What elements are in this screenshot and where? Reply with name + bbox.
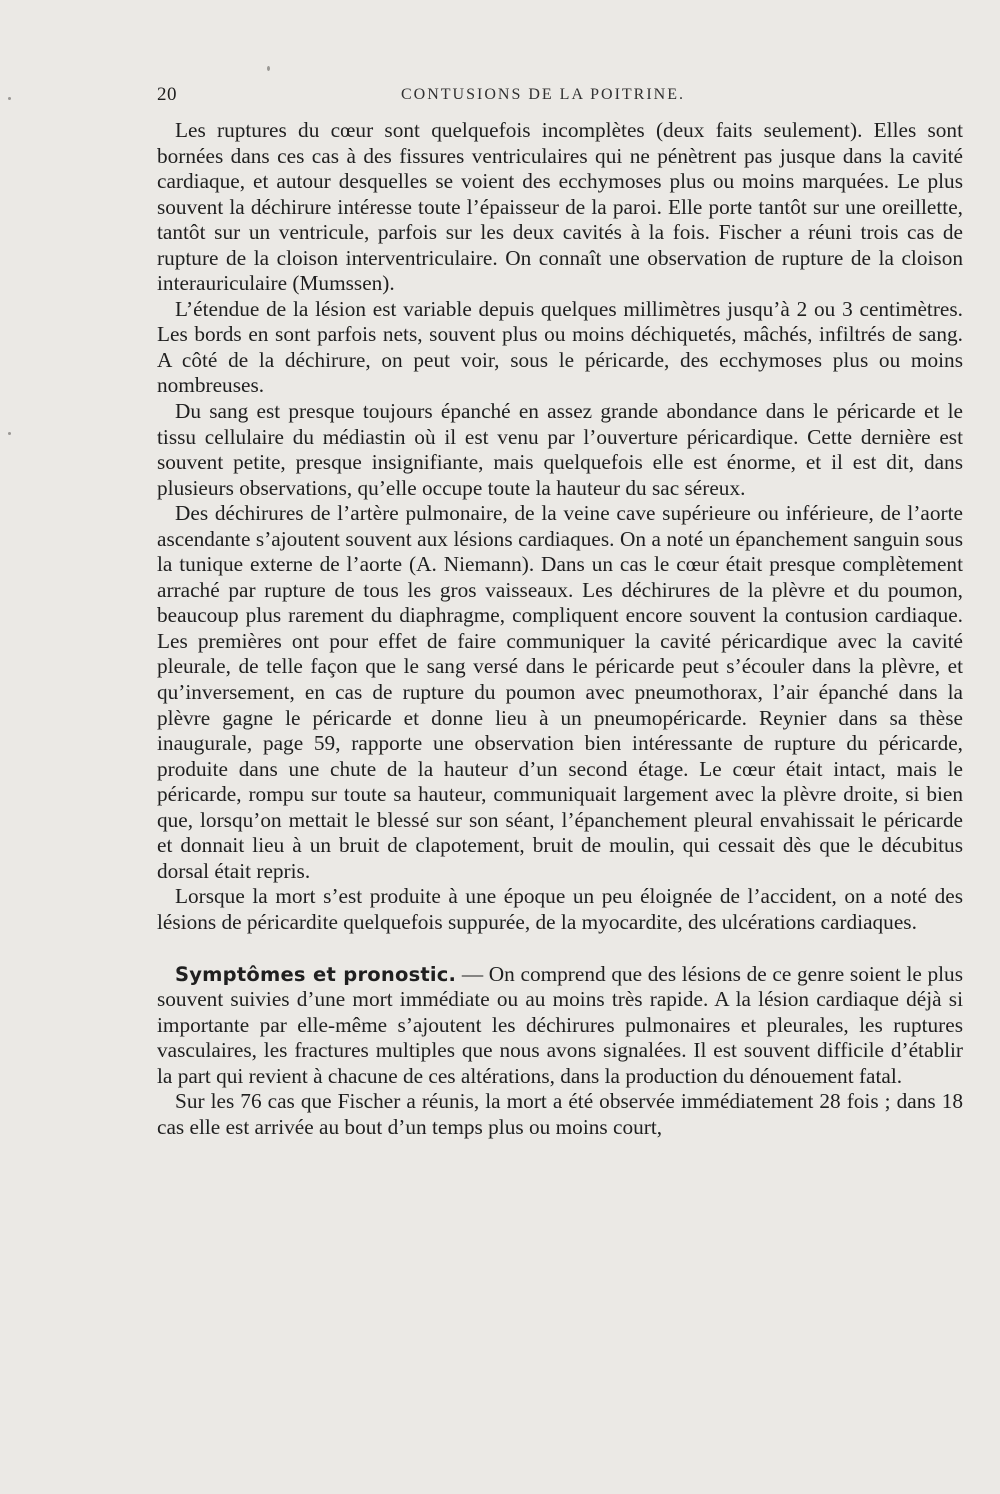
section-spacer bbox=[157, 936, 963, 962]
section-paragraph bbox=[157, 962, 963, 1090]
paragraph: Lorsque la mort s’est produite à une époque un peu éloignée de l’accident, on a noté des lésions de péricardite quelquefois suppurée, de la myocardite, des ulcérations cardiaques. bbox=[157, 884, 963, 934]
paragraph: L’étendue de la lésion est variable depuis quelques millimètres jusqu’à 2 ou 3 centimètres. Les bords en sont parfois nets, souvent plus ou moins déchiquetés, mâchés, infiltrés de sang. A côté de la déchirure, on peut voir, sous le péricarde, des ecchymoses plus ou moins nombreuses. bbox=[157, 296, 963, 398]
section-dash: — bbox=[456, 961, 489, 986]
body-text bbox=[157, 118, 963, 1140]
page-number: 20 bbox=[157, 84, 177, 105]
running-title: CONTUSIONS DE LA POITRINE. bbox=[401, 86, 685, 103]
paragraph: Sur les 76 cas que Fischer a réunis, la mort a été observée immédiatement 28 fois ; dans 18 cas elle est arrivée au bout d’un temps plus ou moins court, bbox=[157, 1089, 963, 1139]
page-header bbox=[157, 84, 957, 110]
paper-speck bbox=[267, 66, 270, 71]
paragraph: Du sang est presque toujours épanché en assez grande abondance dans le péricarde et le tissu cellulaire du médiastin où il est venu par l’ouverture péricardique. Cette dernière est souvent petite, presque insignifiante, mais quelquefois elle est énorme, et il est dit, dans plusieurs observations, qu’elle occupe toute la hauteur du sac séreux. bbox=[157, 399, 963, 500]
paper-speck bbox=[8, 432, 11, 435]
paragraph: Des déchirures de l’artère pulmonaire, de la veine cave supérieure ou inférieure, de l’aorte ascendante s’ajoutent souvent aux lésions cardiaques. On a noté un épanchement sanguin sous la tunique externe de l’aorte (A. Niemann). Dans un cas le cœur était presque complètement arraché par rupture de tous les gros vaisseaux. Les déchirures de la plèvre et du poumon, beaucoup plus rarement du diaphragme, compliquent encore souvent la contusion cardiaque. Les premières ont pour effet de faire communiquer la cavité péricardique avec la cavité pleurale, de telle façon que le sang versé dans le péricarde peut s’écouler dans la plèvre, et qu’inversement, en cas de rupture du poumon avec pneumothorax, l’air épanché dans la plèvre gagne le péricarde et donne lieu à un pneumopéricarde. Reynier dans sa thèse inaugurale, page 59, rapporte une observation bien intéressante de rupture du péricarde, produite dans une chute de la hauteur d’un second étage. Le cœur était intact, mais le péricarde, rompu sur toute sa hauteur, communiquait largement avec la plèvre droite, si bien que, lorsqu’on mettait le blessé sur son séant, l’épanchement pleural envahissait le péricarde et donnait lieu à un bruit de clapotement, bruit de moulin, qui cessait dès que le décubitus dorsal était repris. bbox=[157, 501, 963, 883]
paper-speck bbox=[8, 97, 11, 100]
paragraph: Les ruptures du cœur sont quelquefois incomplètes (deux faits seulement). Elles sont bornées dans ces cas à des fissures ventriculaires qui ne pénètrent pas jusque dans la cavité cardiaque, et autour desquelles se voient des ecchymoses plus ou moins marquées. Le plus souvent la déchirure intéresse toute l’épaisseur de la paroi. Elle porte tantôt sur une oreillette, tantôt sur un ventricule, parfois sur les deux cavités à la fois. Fischer a réuni trois cas de rupture de la cloison interventriculaire. On connaît une observation de rupture de la cloison interauriculaire (Mumssen). bbox=[157, 118, 963, 296]
section-title: Symptômes et pronostic. bbox=[175, 962, 457, 986]
section-first-paragraph: On comprend que des lésions de ce genre soient le plus souvent suivies d’une mort immédiate ou au moins très rapide. A la lésion cardiaque déjà si importante par elle-même s’ajoutent les déchirures pulmonaires et pleurales, les ruptures vasculaires, les fractures multiples que nous avons signalées. Il est souvent difficile d’établir la part qui revient à chacune de ces altérations, dans la production du dénouement fatal. bbox=[157, 961, 963, 1088]
